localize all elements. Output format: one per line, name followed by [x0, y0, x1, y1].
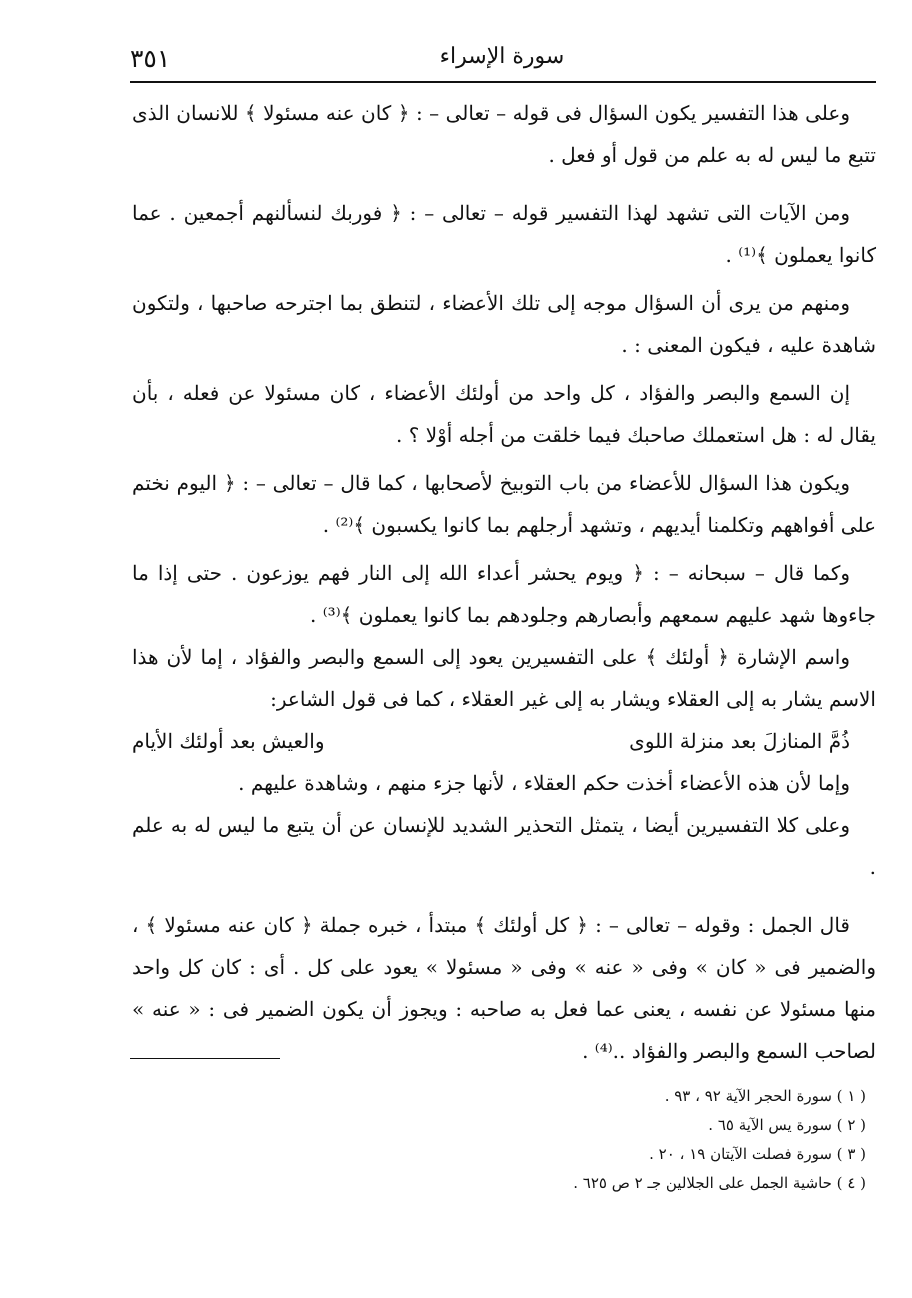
paragraph-8: وإما لأن هذه الأعضاء أخذت حكم العقلاء ، لأنها جزء منهم ، وشاهدة عليهم .: [238, 771, 850, 795]
footnote-1: ( ١ ) سورة الحجر الآية ٩٢ ، ٩٣ .: [664, 1087, 866, 1105]
footnote-4: ( ٤ ) حاشية الجمل على الجلالين جـ ٢ ص ٦٢٥ .: [573, 1174, 866, 1192]
paragraph-1: وعلى هذا التفسير يكون السؤال فى قوله – تعالى – : ﴿ كان عنه مسئولا ﴾ للانسان الذى تتبع ما ليس له به علم من قول أو فعل .: [132, 101, 876, 167]
page-number: ٣٥١: [130, 44, 171, 73]
paragraph-6: وكما قال – سبحانه – : ﴿ ويوم يحشر أعداء الله إلى النار فهم يوزعون . حتى إذا ما جاءوها شهد عليهم سمعهم وأبصارهم وجلودهم بما كانوا يعملون ﴾⁽³⁾ .: [132, 561, 876, 627]
paragraph-2: ومن الآيات التى تشهد لهذا التفسير قوله – تعالى – : ﴿ فوربك لنسألنهم أجمعين . عما كانوا يعملون ﴾⁽¹⁾ .: [132, 201, 876, 267]
page-header: [130, 38, 874, 82]
poetry-verse: [132, 720, 876, 762]
paragraph-7: واسم الإشارة ﴿ أولئك ﴾ على التفسيرين يعود إلى السمع والبصر والفؤاد ، إما لأن هذا الاسم يشار به إلى العقلاء ويشار به إلى غير العقلاء ، كما فى قول الشاعر:: [132, 645, 876, 711]
footnote-2: ( ٢ ) سورة يس الآية ٦٥ .: [708, 1116, 866, 1134]
verse-second-hemistich: والعيش بعد أولئك الأيام: [132, 729, 325, 753]
paragraph-10: قال الجمل : وقوله – تعالى – : ﴿ كل أولئك ﴾ مبتدأ ، خبره جملة ﴿ كان عنه مسئولا ﴾ ، والضمير فى « كان » وفى « عنه » وفى « مسئولا » يعود على كل . أى : كان كل واحد منها مسئولا عن نفسه ، يعنى عما فعل به صاحبه : ويجوز أن يكون الضمير فى : « عنه » لصاحب السمع والبصر والفؤاد ..⁽⁴⁾ .: [132, 913, 876, 1063]
main-text: [132, 92, 876, 1072]
footnote-3: ( ٣ ) سورة فصلت الآيتان ١٩ ، ٢٠ .: [649, 1145, 866, 1163]
header-rule: [130, 81, 876, 83]
spacer: [132, 888, 876, 904]
paragraph-3: ومنهم من يرى أن السؤال موجه إلى تلك الأعضاء ، لتنطق بما اجترحه صاحبها ، ولتكون شاهدة عليه ، فيكون المعنى : .: [132, 291, 876, 357]
paragraph-9: وعلى كلا التفسيرين أيضا ، يتمثل التحذير الشديد للإنسان عن أن يتبع ما ليس له به علم .: [132, 813, 876, 879]
footnotes: [166, 1082, 866, 1198]
paragraph-5: ويكون هذا السؤال للأعضاء من باب التوبيخ لأصحابها ، كما قال – تعالى – : ﴿ اليوم نختم على أفواههم وتكلمنا أيديهم ، وتشهد أرجلهم بما كانوا يكسبون ﴾⁽²⁾ .: [132, 471, 876, 537]
spacer: [132, 176, 876, 192]
verse-first-hemistich: ذُمَّ المنازلَ بعد منزلة اللوى: [629, 729, 850, 753]
footnote-rule: [130, 1058, 280, 1059]
surah-title: سورة الإسراء: [439, 44, 565, 69]
paragraph-4: إن السمع والبصر والفؤاد ، كل واحد من أولئك الأعضاء ، كان مسئولا عن فعله ، بأن يقال له : هل استعملك صاحبك فيما خلقت من أجله أوْلا ؟ .: [132, 381, 876, 447]
